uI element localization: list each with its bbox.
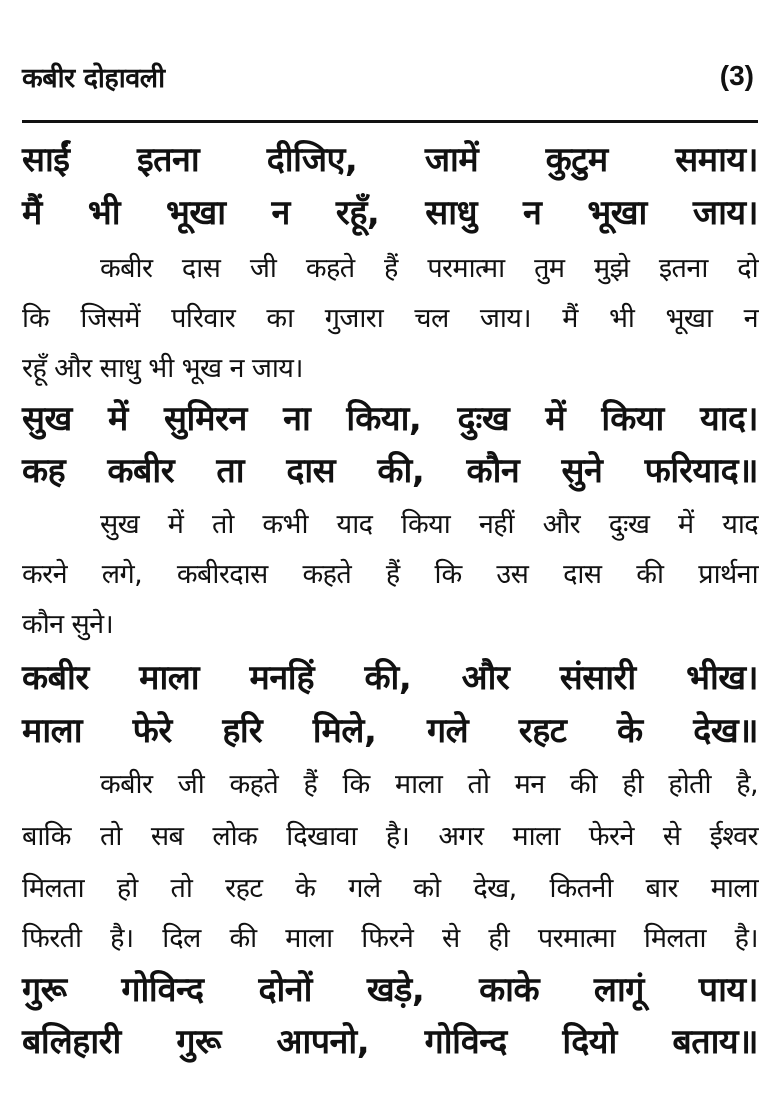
explanation-line: कबीर जी कहते हैं कि माला तो मन की ही होती है, bbox=[100, 769, 758, 800]
explanation-line: करने लगे, कबीरदास कहते हैं कि उस दास की प्रार्थना bbox=[22, 559, 758, 590]
explanation-line: रहूँ और साधु भी भूख न जाय। bbox=[22, 353, 303, 384]
page-header bbox=[22, 56, 754, 96]
explanation-line: फिरती है। दिल की माला फिरने से ही परमात्मा मिलता है। bbox=[22, 923, 758, 954]
explanation-line: कौन सुने। bbox=[22, 609, 114, 640]
doha-line: साईं इतना दीजिए, जामें कुटुम समाय। bbox=[22, 140, 758, 180]
explanation-line: मिलता हो तो रहट के गले को देख, कितनी बार माला bbox=[22, 873, 758, 904]
explanation-line: सुख में तो कभी याद किया नहीं और दुःख में याद bbox=[100, 509, 758, 540]
doha-line: कह कबीर ता दास की, कौन सुने फरियाद॥ bbox=[22, 451, 758, 491]
explanation-line: कबीर दास जी कहते हैं परमात्मा तुम मुझे इतना दो bbox=[100, 253, 758, 284]
explanation-line: बाकि तो सब लोक दिखावा है। अगर माला फेरने से ईश्वर bbox=[22, 821, 758, 852]
page-number: (3) bbox=[719, 60, 754, 91]
doha-line: माला फेरे हरि मिले, गले रहट के देख॥ bbox=[22, 711, 758, 751]
explanation-line: कि जिसमें परिवार का गुजारा चल जाय। मैं भी भूखा न bbox=[22, 303, 758, 334]
doha-line: गुरू गोविन्द दोनों खड़े, काके लागूं पाय। bbox=[22, 970, 758, 1010]
doha-line: बलिहारी गुरू आपनो, गोविन्द दियो बताय॥ bbox=[22, 1022, 758, 1062]
doha-line: कबीर माला मनहिं की, और संसारी भीख। bbox=[22, 658, 758, 698]
doha-line: मैं भी भूखा न रहूँ, साधु न भूखा जाय। bbox=[22, 193, 758, 233]
header-divider bbox=[22, 120, 758, 123]
book-title: कबीर दोहावली bbox=[22, 62, 165, 94]
doha-line: सुख में सुमिरन ना किया, दुःख में किया याद। bbox=[22, 399, 758, 439]
